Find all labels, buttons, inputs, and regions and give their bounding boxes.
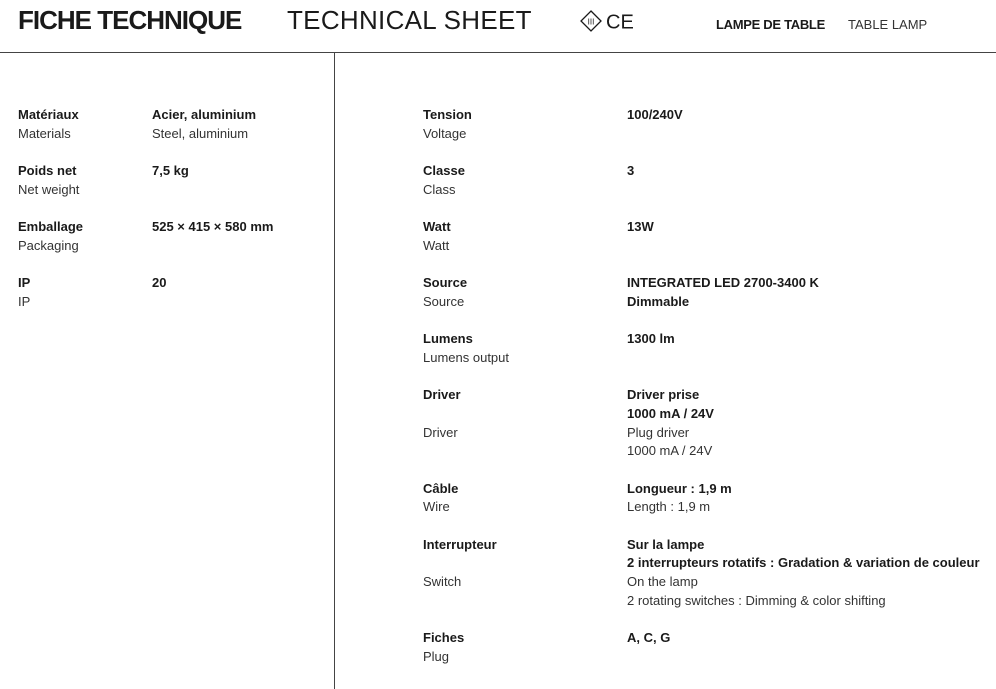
spec-value-fr: 3 — [627, 163, 635, 178]
spec-label-fr: IP — [18, 275, 31, 290]
spec-label-en: Switch — [423, 574, 462, 589]
spec-value-fr: A, C, G — [627, 630, 671, 645]
header — [0, 0, 996, 53]
spec-label-en: Net weight — [18, 182, 80, 197]
spec-value-fr: Longueur : 1,9 m — [627, 481, 732, 496]
spec-value-fr: Acier, aluminium — [152, 107, 257, 122]
spec-label-fr: Driver — [423, 387, 461, 402]
spec-label-en: Materials — [18, 126, 71, 141]
spec-value-fr: 525 × 415 × 580 mm — [152, 219, 274, 234]
spec-label-fr: Watt — [423, 219, 451, 234]
spec-value-fr: 20 — [152, 275, 167, 290]
spec-label-fr: Câble — [423, 481, 459, 496]
title-en: TECHNICAL SHEET — [287, 5, 532, 35]
product-fr: LAMPE DE TABLE — [716, 17, 825, 32]
spec-value-en: Length : 1,9 m — [627, 499, 711, 514]
spec-value-fr: Driver prise — [627, 387, 700, 402]
spec-value-en-2: 2 rotating switches : Dimming & color shifting — [627, 593, 886, 608]
spec-label-en: Plug — [423, 649, 450, 664]
spec-label-fr: Fiches — [423, 630, 465, 645]
spec-label-fr: Tension — [423, 107, 472, 122]
spec-label-fr: Source — [423, 275, 468, 290]
spec-value-fr: 100/240V — [627, 107, 683, 122]
spec-value-en: On the lamp — [627, 574, 698, 589]
title-fr: FICHE TECHNIQUE — [18, 5, 242, 35]
column-divider — [334, 52, 335, 689]
certification-marks — [580, 9, 640, 33]
spec-value-fr: INTEGRATED LED 2700-3400 K — [627, 275, 819, 290]
class-iii-icon — [581, 11, 601, 31]
spec-value-fr: 1300 lm — [627, 331, 675, 346]
class-symbol-text: III — [587, 17, 595, 27]
spec-value-en: Steel, aluminium — [152, 126, 249, 141]
spec-value-fr-2: Dimmable — [627, 294, 690, 309]
spec-label-en: Driver — [423, 425, 458, 440]
spec-value-fr-2: 2 interrupteurs rotatifs : Gradation & variation de couleur — [627, 555, 980, 570]
spec-value-fr: Sur la lampe — [627, 537, 705, 552]
spec-label-en: Class — [423, 182, 456, 197]
spec-label-en: Lumens output — [423, 350, 510, 365]
spec-value-fr-2: 1000 mA / 24V — [627, 406, 714, 421]
spec-value-fr: 7,5 kg — [152, 163, 189, 178]
spec-label-en: Source — [423, 294, 465, 309]
spec-label-en: Watt — [423, 238, 450, 253]
spec-label-en: Voltage — [423, 126, 467, 141]
product-en: TABLE LAMP — [848, 17, 928, 32]
spec-label-fr: Classe — [423, 163, 465, 178]
spec-value-en-2: 1000 mA / 24V — [627, 443, 713, 458]
ce-mark-icon: CE — [606, 11, 634, 33]
spec-label-fr: Interrupteur — [423, 537, 497, 552]
spec-label-fr: Lumens — [423, 331, 473, 346]
spec-label-fr: Emballage — [18, 219, 84, 234]
spec-label-en: Wire — [423, 499, 450, 514]
spec-value-fr: 13W — [627, 219, 654, 234]
spec-label-en: Packaging — [18, 238, 79, 253]
spec-value-en: Plug driver — [627, 425, 690, 440]
spec-label-en: IP — [18, 294, 31, 309]
spec-label-fr: Poids net — [18, 163, 77, 178]
spec-label-fr: Matériaux — [18, 107, 79, 122]
